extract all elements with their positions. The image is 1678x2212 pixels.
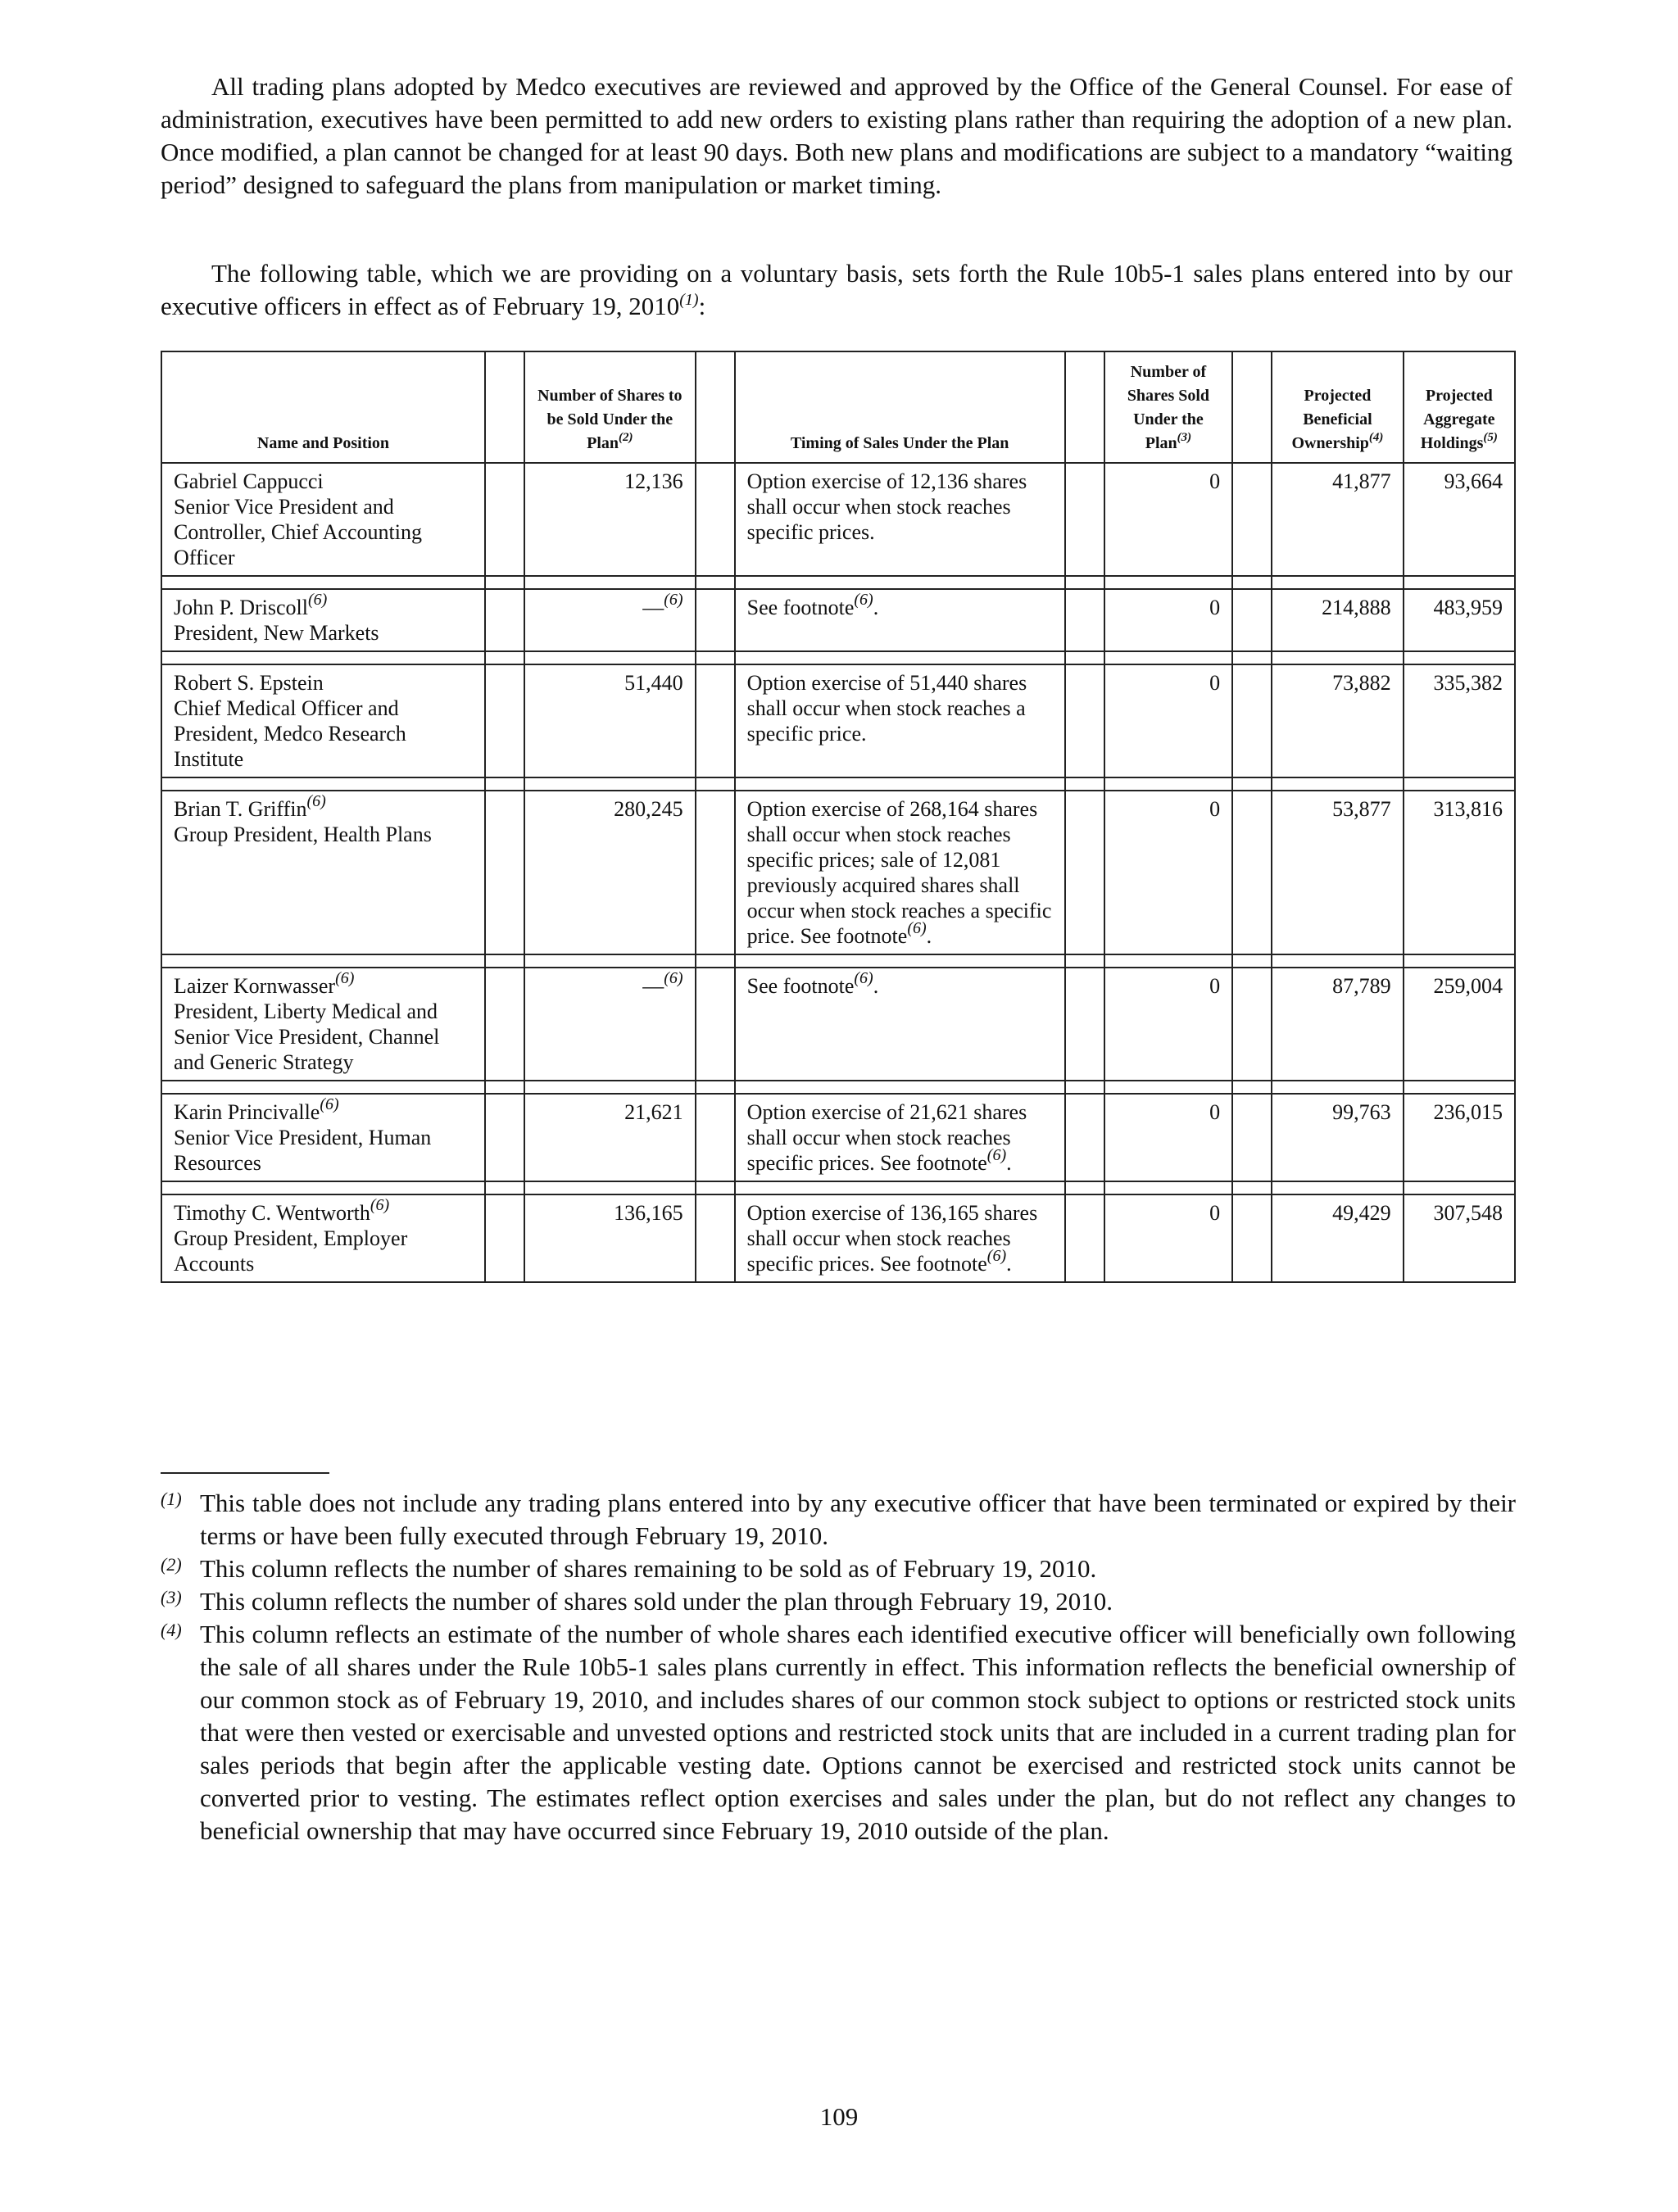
separator-cell <box>735 954 1065 968</box>
shares-to-sell-cell: 51,440 <box>524 664 696 777</box>
column-spacer <box>1232 968 1272 1081</box>
officer-position: Group President, Employer Accounts <box>174 1226 408 1276</box>
separator-cell <box>1065 954 1104 968</box>
separator-cell <box>1404 1081 1515 1094</box>
separator-cell <box>1065 777 1104 791</box>
footnote <box>161 1487 1516 1552</box>
column-spacer <box>1065 351 1104 463</box>
shares-sold-cell: 0 <box>1104 1094 1232 1181</box>
officer-name: Robert S. Epstein <box>174 671 324 695</box>
name-position-cell <box>161 968 485 1081</box>
footnote-marker: (2) <box>161 1554 182 1575</box>
timing-cell: Option exercise of 12,136 shares shall occur when stock reaches specific prices. <box>735 463 1065 576</box>
timing-cell: See footnote$^{(6)}$. <box>735 589 1065 651</box>
page-number: 109 <box>819 2102 859 2131</box>
footnote-ref: (1) <box>679 291 699 309</box>
column-spacer <box>696 589 735 651</box>
shares-sold-cell: 0 <box>1104 791 1232 954</box>
holdings-cell: 483,959 <box>1404 589 1515 651</box>
separator-cell <box>1104 576 1232 589</box>
column-spacer <box>696 791 735 954</box>
column-spacer <box>1065 1194 1104 1282</box>
separator-cell <box>696 1081 735 1094</box>
separator-cell <box>161 777 485 791</box>
column-spacer <box>696 463 735 576</box>
separator-cell <box>735 1181 1065 1194</box>
footnote <box>161 1552 1516 1585</box>
officer-name: John P. Driscoll$^{(6)}$ <box>174 591 328 619</box>
separator-cell <box>524 777 696 791</box>
table-intro-text: The following table, which we are providing on a voluntary basis, sets forth the Rule 10b5-1 sales plans entered into by our executive officers in effect as of February 19, 2010 <box>161 259 1512 320</box>
separator-cell <box>1104 1081 1232 1094</box>
separator-cell <box>1404 576 1515 589</box>
separator-cell <box>524 1181 696 1194</box>
timing-cell: See footnote$^{(6)}$. <box>735 968 1065 1081</box>
column-spacer <box>485 463 524 576</box>
separator-cell <box>1104 1181 1232 1194</box>
separator-cell <box>524 1081 696 1094</box>
column-spacer <box>1065 968 1104 1081</box>
column-spacer <box>485 1194 524 1282</box>
name-position-cell <box>161 463 485 576</box>
separator-cell <box>1065 576 1104 589</box>
column-spacer <box>1232 1194 1272 1282</box>
separator-cell <box>161 954 485 968</box>
shares-sold-cell: 0 <box>1104 463 1232 576</box>
ownership-cell: 214,888 <box>1272 589 1403 651</box>
column-spacer <box>485 589 524 651</box>
ownership-cell: 87,789 <box>1272 968 1403 1081</box>
footnote-marker: (3) <box>161 1587 182 1607</box>
holdings-cell: 236,015 <box>1404 1094 1515 1181</box>
header-holdings: Projected Aggregate Holdings$^{(5)}$ <box>1404 351 1515 463</box>
timing-footnote-ref: (6) <box>986 1247 1007 1265</box>
column-spacer <box>696 351 735 463</box>
timing-footnote-ref: (6) <box>854 969 873 987</box>
ownership-cell: 73,882 <box>1272 664 1403 777</box>
timing-cell: Option exercise of 268,164 shares shall occur when stock reaches specific prices; sale of 12,081 previously acquired shares shall occur when stock reaches a specific price. See footnote$^{(6)}$. <box>735 791 1065 954</box>
separator-cell <box>696 651 735 664</box>
footnote-text: This column reflects the number of shares sold under the plan through February 19, 2010. <box>200 1587 1113 1616</box>
footnote-text: This column reflects the number of shares remaining to be sold as of February 19, 2010. <box>200 1554 1097 1583</box>
column-spacer <box>1232 664 1272 777</box>
shares-sold-cell: 0 <box>1104 968 1232 1081</box>
name-footnote-ref: (6) <box>335 969 355 987</box>
name-footnote-ref: (6) <box>306 792 326 810</box>
officer-name: Laizer Kornwasser$^{(6)}$ <box>174 969 355 998</box>
name-position-cell <box>161 1094 485 1181</box>
separator-cell <box>1232 1181 1272 1194</box>
separator-cell <box>1232 651 1272 664</box>
separator-cell <box>1272 954 1403 968</box>
column-spacer <box>485 664 524 777</box>
separator-cell <box>735 651 1065 664</box>
shares-sold-cell: 0 <box>1104 664 1232 777</box>
separator-cell <box>696 576 735 589</box>
timing-footnote-ref: (6) <box>907 919 927 937</box>
header-timing: Timing of Sales Under the Plan <box>735 351 1065 463</box>
timing-cell: Option exercise of 51,440 shares shall occur when stock reaches a specific price. <box>735 664 1065 777</box>
header-ownership: Projected Beneficial Ownership$^{(4)}$ <box>1272 351 1403 463</box>
column-spacer <box>1065 1094 1104 1181</box>
column-spacer <box>1232 463 1272 576</box>
separator-cell <box>524 651 696 664</box>
officer-position: Senior Vice President, Human Resources <box>174 1126 432 1175</box>
timing-footnote-ref: (6) <box>986 1146 1007 1164</box>
separator-cell <box>1404 954 1515 968</box>
shares-to-sell-cell: 280,245 <box>524 791 696 954</box>
footnote <box>161 1585 1516 1618</box>
separator-cell <box>1272 651 1403 664</box>
table-row <box>161 463 1515 576</box>
row-separator <box>161 651 1515 664</box>
timing-footnote-ref: (6) <box>854 591 873 609</box>
column-spacer <box>696 968 735 1081</box>
column-spacer <box>485 968 524 1081</box>
separator-cell <box>1065 1181 1104 1194</box>
footnote-marker: (4) <box>161 1620 182 1640</box>
name-footnote-ref: (6) <box>320 1095 339 1113</box>
table-intro-paragraph <box>161 257 1512 323</box>
row-separator <box>161 1081 1515 1094</box>
officer-position: Chief Medical Officer and President, Medco Research Institute <box>174 696 406 771</box>
ownership-cell: 99,763 <box>1272 1094 1403 1181</box>
holdings-cell: 335,382 <box>1404 664 1515 777</box>
separator-cell <box>161 576 485 589</box>
column-spacer <box>1232 1094 1272 1181</box>
table-row <box>161 968 1515 1081</box>
column-spacer <box>696 1094 735 1181</box>
table-header-row <box>161 351 1515 463</box>
separator-cell <box>485 777 524 791</box>
officer-name: Brian T. Griffin$^{(6)}$ <box>174 792 326 821</box>
column-spacer <box>696 1194 735 1282</box>
shares-sold-cell: 0 <box>1104 1194 1232 1282</box>
holdings-cell: 313,816 <box>1404 791 1515 954</box>
footnote-text: This table does not include any trading plans entered into by any executive officer that have been terminated or expired by their terms or have been fully executed through February 19, 2010. <box>200 1489 1516 1550</box>
separator-cell <box>1272 576 1403 589</box>
column-spacer <box>485 351 524 463</box>
shares-to-sell-cell: 136,165 <box>524 1194 696 1282</box>
table-body <box>161 463 1515 1282</box>
separator-cell <box>1104 777 1232 791</box>
separator-cell <box>696 1181 735 1194</box>
shares-to-sell-cell: —$^{(6)}$ <box>524 589 696 651</box>
column-spacer <box>1232 589 1272 651</box>
column-spacer <box>485 1094 524 1181</box>
name-position-cell <box>161 1194 485 1282</box>
timing-cell: Option exercise of 136,165 shares shall occur when stock reaches specific prices. See footnote$^{(6)}$. <box>735 1194 1065 1282</box>
table-intro-trailing: : <box>698 292 706 320</box>
intro-paragraph-text: All trading plans adopted by Medco executives are reviewed and approved by the Office of the General Counsel. For ease of administration, executives have been permitted to add new orders to existing plans rather than requiring the adoption of a new plan. Once modified, a plan cannot be changed for at least 90 days. Both new plans and modifications are subject to a mandatory “waiting period” designed to safeguard the plans from manipulation or market timing. <box>161 72 1512 199</box>
separator-cell <box>161 1081 485 1094</box>
separator-cell <box>1104 651 1232 664</box>
trading-plans-table <box>161 351 1516 1283</box>
name-position-cell <box>161 791 485 954</box>
table-row <box>161 589 1515 651</box>
separator-cell <box>524 954 696 968</box>
header-shares-to-sell: Number of Shares to be Sold Under the Plan$^{(2)}$ <box>524 351 696 463</box>
separator-cell <box>485 651 524 664</box>
separator-cell <box>161 651 485 664</box>
footnote <box>161 1618 1516 1847</box>
separator-cell <box>161 1181 485 1194</box>
header-shares-sold: Number of Shares Sold Under the Plan$^{(3)}$ <box>1104 351 1232 463</box>
column-spacer <box>1232 351 1272 463</box>
shares-to-sell-cell: 21,621 <box>524 1094 696 1181</box>
officer-name: Karin Princivalle$^{(6)}$ <box>174 1095 339 1124</box>
separator-cell <box>735 576 1065 589</box>
column-spacer <box>1065 664 1104 777</box>
intro-paragraph <box>161 70 1512 202</box>
separator-cell <box>1065 1081 1104 1094</box>
shares-footnote-ref: (6) <box>664 969 683 987</box>
separator-cell <box>1104 954 1232 968</box>
separator-cell <box>696 954 735 968</box>
shares-to-sell-cell: —$^{(6)}$ <box>524 968 696 1081</box>
officer-position: Senior Vice President and Controller, Chief Accounting Officer <box>174 495 422 569</box>
separator-cell <box>1232 576 1272 589</box>
row-separator <box>161 576 1515 589</box>
separator-cell <box>485 954 524 968</box>
row-separator <box>161 1181 1515 1194</box>
separator-cell <box>1272 777 1403 791</box>
separator-cell <box>524 576 696 589</box>
ownership-cell: 53,877 <box>1272 791 1403 954</box>
footnotes <box>161 1487 1516 1847</box>
officer-position: President, Liberty Medical and Senior Vice President, Channel and Generic Strategy <box>174 999 440 1074</box>
ownership-cell: 49,429 <box>1272 1194 1403 1282</box>
table-row <box>161 1194 1515 1282</box>
holdings-cell: 307,548 <box>1404 1194 1515 1282</box>
header-name-position: Name and Position <box>161 351 485 463</box>
name-position-cell <box>161 664 485 777</box>
table-row <box>161 1094 1515 1181</box>
footnote-marker: (1) <box>161 1489 182 1509</box>
name-footnote-ref: (6) <box>370 1196 390 1214</box>
separator-cell <box>1404 1181 1515 1194</box>
separator-cell <box>696 777 735 791</box>
footnote-rule <box>161 1472 329 1474</box>
table-row <box>161 664 1515 777</box>
column-spacer <box>1065 589 1104 651</box>
footnote-text: This column reflects an estimate of the number of whole shares each identified executive officer will beneficially own following the sale of all shares under the Rule 10b5-1 sales plans currently in effect. This information reflects the beneficial ownership of our common stock as of February 19, 2010, and includes shares of our common stock subject to options or restricted stock units that were then vested or exercisable and unvested options and restricted stock units that are included in a current trading plan for sales periods that begin after the applicable vesting date. Options cannot be exercised and restricted stock units cannot be converted prior to vesting. The estimates reflect option exercises and sales under the plan, but do not reflect any changes to beneficial ownership that may have occurred since February 19, 2010 outside of the plan. <box>200 1620 1516 1845</box>
separator-cell <box>1272 1181 1403 1194</box>
separator-cell <box>1232 777 1272 791</box>
separator-cell <box>485 1081 524 1094</box>
name-footnote-ref: (6) <box>307 591 328 609</box>
separator-cell <box>485 576 524 589</box>
ownership-cell: 41,877 <box>1272 463 1403 576</box>
column-spacer <box>696 664 735 777</box>
officer-name: Timothy C. Wentworth$^{(6)}$ <box>174 1196 390 1225</box>
separator-cell <box>485 1181 524 1194</box>
separator-cell <box>1232 954 1272 968</box>
separator-cell <box>1272 1081 1403 1094</box>
column-spacer <box>1065 463 1104 576</box>
name-position-cell <box>161 589 485 651</box>
holdings-cell: 93,664 <box>1404 463 1515 576</box>
row-separator <box>161 777 1515 791</box>
column-spacer <box>1232 791 1272 954</box>
officer-position: Group President, Health Plans <box>174 823 432 846</box>
separator-cell <box>1232 1081 1272 1094</box>
column-spacer <box>1065 791 1104 954</box>
separator-cell <box>735 1081 1065 1094</box>
row-separator <box>161 954 1515 968</box>
holdings-cell: 259,004 <box>1404 968 1515 1081</box>
officer-name: Gabriel Cappucci <box>174 469 324 493</box>
shares-to-sell-cell: 12,136 <box>524 463 696 576</box>
separator-cell <box>1404 777 1515 791</box>
shares-footnote-ref: (6) <box>664 591 683 609</box>
column-spacer <box>485 791 524 954</box>
separator-cell <box>735 777 1065 791</box>
separator-cell <box>1065 651 1104 664</box>
timing-cell: Option exercise of 21,621 shares shall occur when stock reaches specific prices. See footnote$^{(6)}$. <box>735 1094 1065 1181</box>
table-row <box>161 791 1515 954</box>
officer-position: President, New Markets <box>174 621 379 645</box>
separator-cell <box>1404 651 1515 664</box>
shares-sold-cell: 0 <box>1104 589 1232 651</box>
